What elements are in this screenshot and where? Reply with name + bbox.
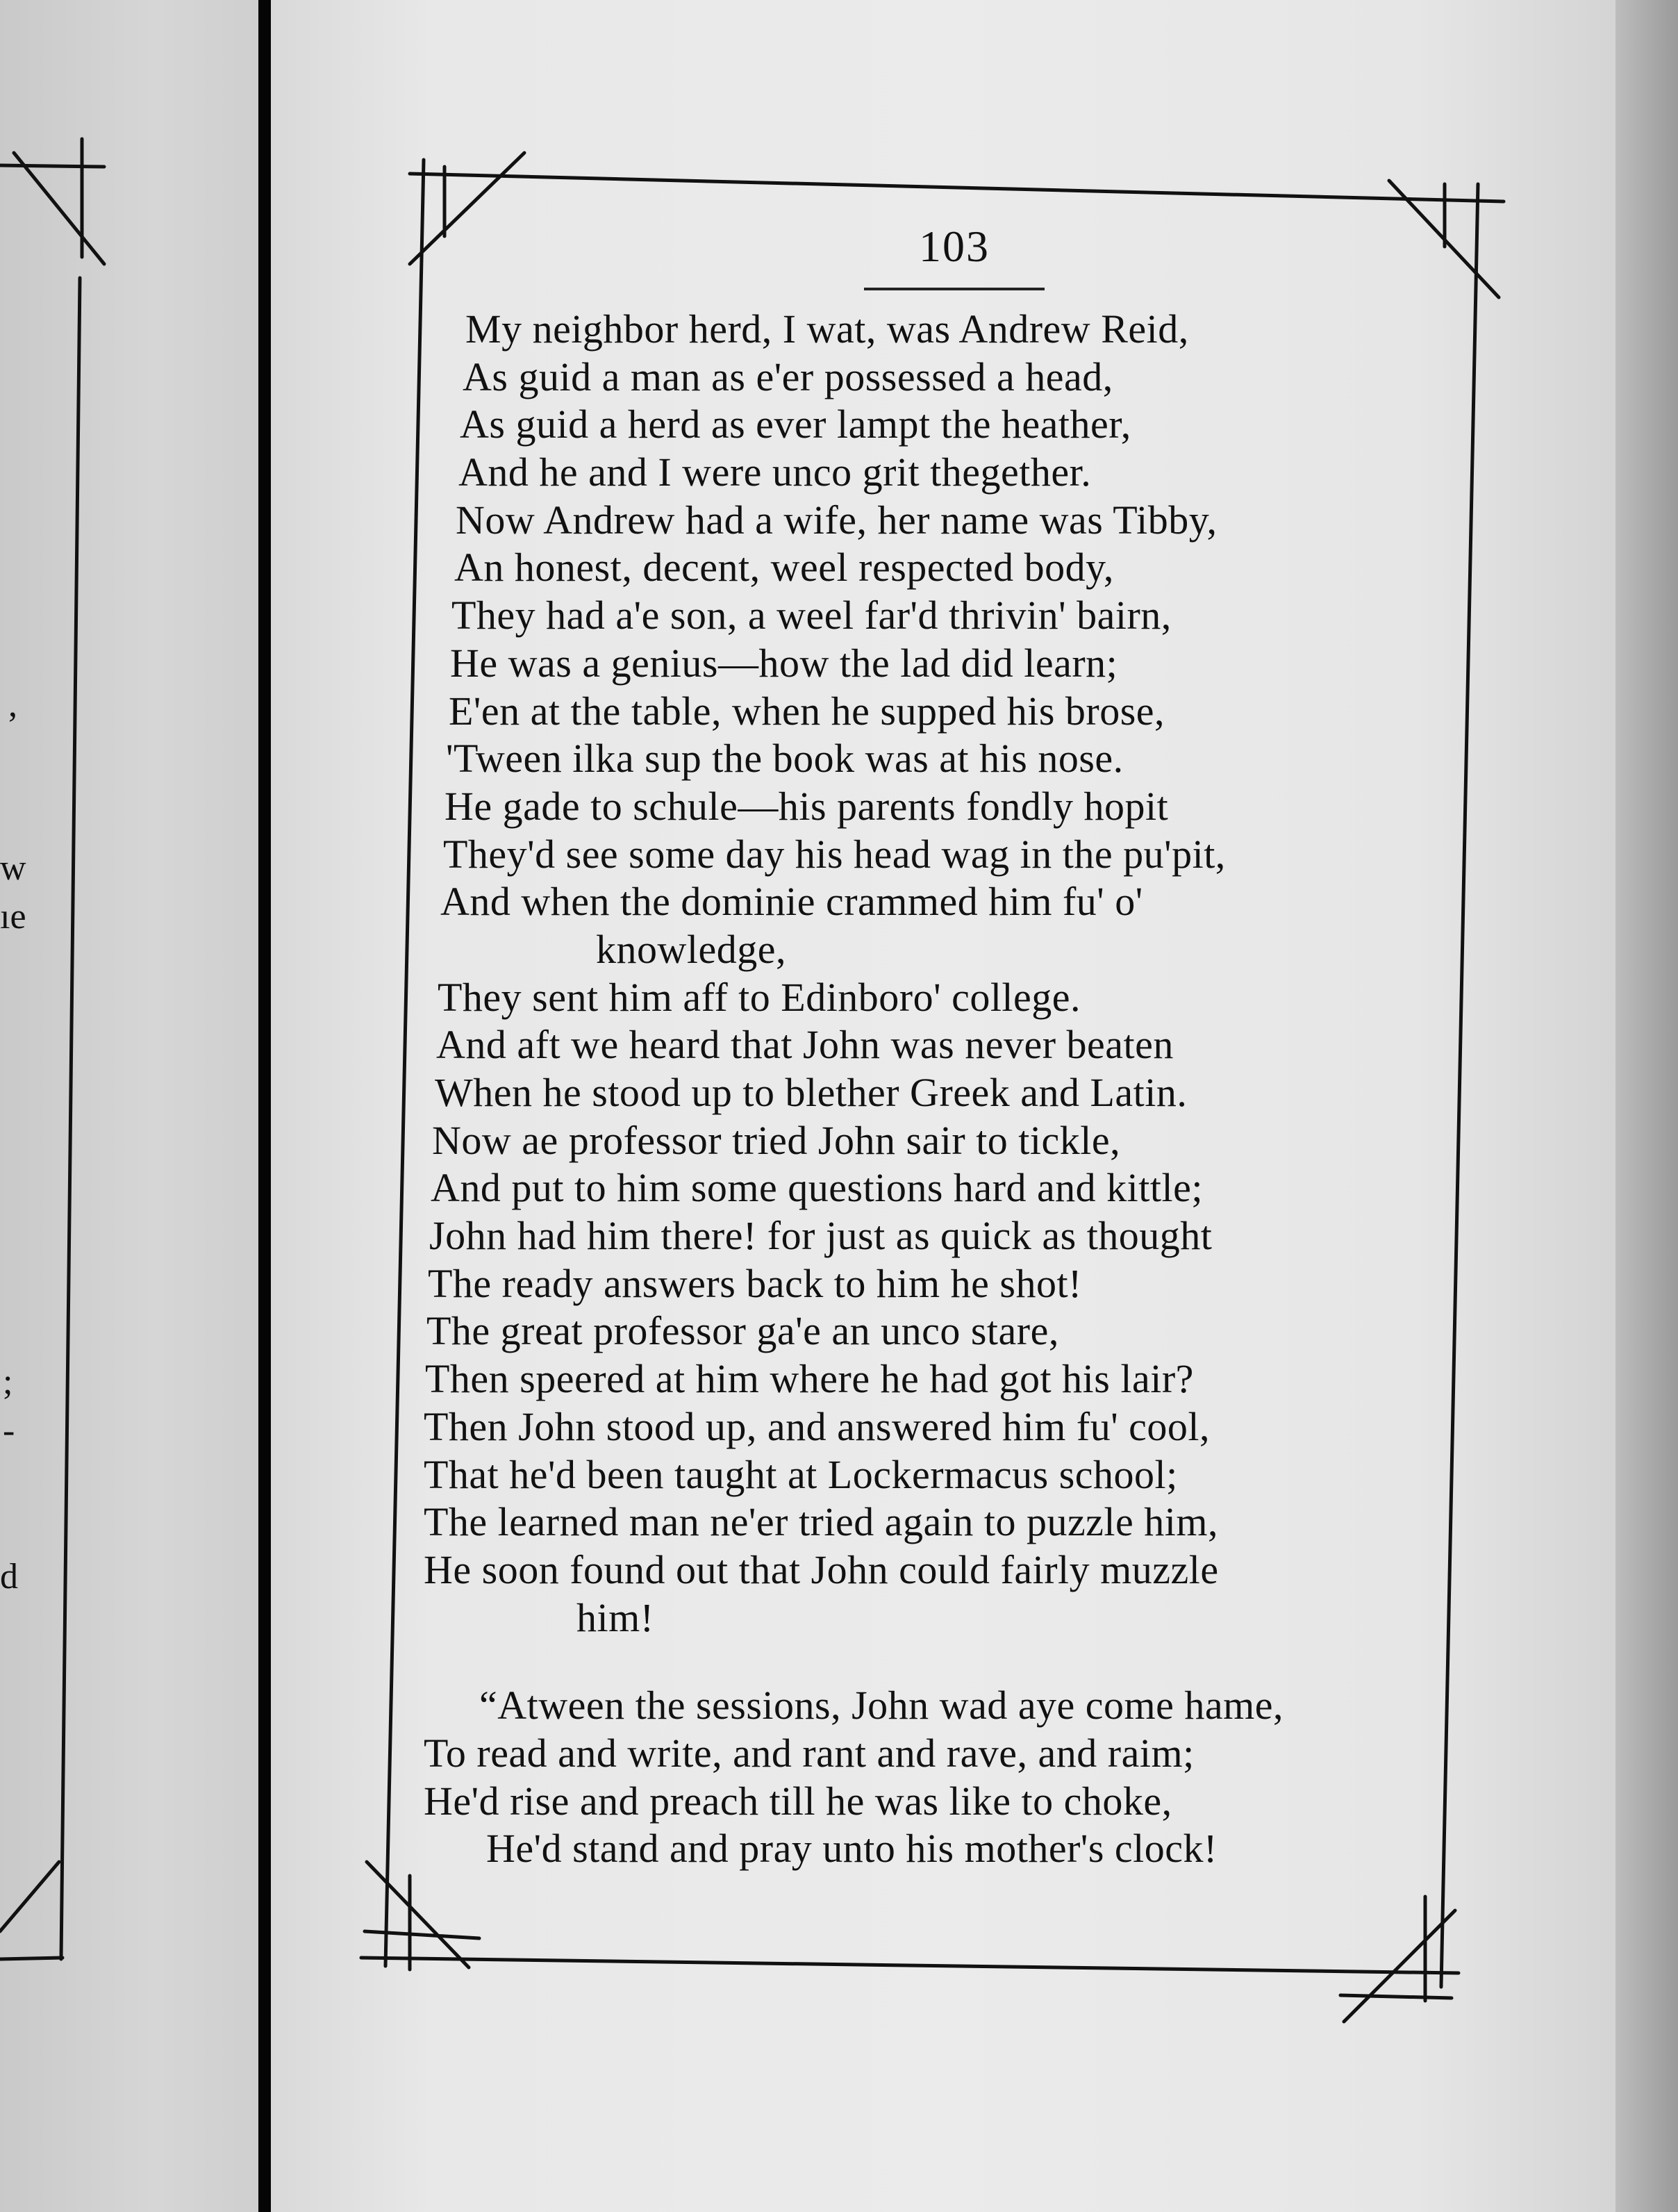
poem-line: They sent him aff to Edinboro' college. xyxy=(438,974,1081,1020)
prev-page-fragment: ; xyxy=(3,1362,13,1402)
poem-line: And he and I were unco grit thegether. xyxy=(458,449,1092,495)
poem-line: Now Andrew had a wife, her name was Tibby, xyxy=(456,497,1218,543)
poem-line: He was a genius—how the lad did learn; xyxy=(450,640,1118,686)
poem-line: 'Tween ilka sup the book was at his nose. xyxy=(446,736,1124,782)
poem-line: He'd stand and pray unto his mother's clock! xyxy=(486,1826,1218,1872)
poem-line: The learned man ne'er tried again to puzzle him, xyxy=(424,1499,1219,1545)
poem-line: “Atween the sessions, John wad aye come hame, xyxy=(479,1683,1284,1728)
poem-line: An honest, decent, weel respected body, xyxy=(454,545,1114,591)
prev-page-fragment: w xyxy=(0,848,26,888)
stanza-2 xyxy=(424,1682,1424,1873)
poem-line: To read and write, and rant and rave, and raim; xyxy=(424,1730,1195,1776)
poem-line: They had a'e son, a weel far'd thrivin' bairn, xyxy=(451,593,1172,638)
poem-text xyxy=(424,306,1424,1873)
binding-gutter xyxy=(258,0,271,2212)
poem-line: They'd see some day his head wag in the pu'pit, xyxy=(443,831,1226,877)
poem-line: Then speered at him where he had got his lair? xyxy=(425,1356,1194,1402)
poem-line: The great professor ga'e an unco stare, xyxy=(426,1308,1059,1354)
poem-line: John had him there! for just as quick as thought xyxy=(429,1213,1213,1259)
poem-line: The ready answers back to him he shot! xyxy=(428,1260,1082,1306)
prev-page-fragment: , xyxy=(8,685,17,725)
poem-line: As guid a man as e'er possessed a head, xyxy=(463,354,1113,399)
page-right-edge xyxy=(1615,0,1678,2212)
poem-line: He'd rise and preach till he was like to choke, xyxy=(424,1778,1172,1824)
poem-line-continuation: him! xyxy=(576,1594,654,1640)
poem-line: Then John stood up, and answered him fu' cool, xyxy=(424,1403,1211,1449)
poem-line: As guid a herd as ever lampt the heather, xyxy=(460,402,1131,447)
poem-line: And put to him some questions hard and kittle; xyxy=(431,1165,1204,1211)
prev-page-fragment: ıe xyxy=(0,897,26,936)
poem-line: When he stood up to blether Greek and Latin. xyxy=(435,1070,1188,1115)
previous-page-edge xyxy=(0,0,258,2212)
page-number: 103 xyxy=(919,222,990,271)
poem-line: Now ae professor tried John sair to tickle, xyxy=(432,1117,1121,1163)
poem-line: E'en at the table, when he supped his brose, xyxy=(449,688,1165,734)
prev-page-fragment: d xyxy=(0,1557,18,1596)
poem-line: He gade to schule—his parents fondly hopit xyxy=(445,783,1169,829)
poem-line: That he'd been taught at Lockermacus school; xyxy=(424,1451,1178,1497)
poem-line: And aft we heard that John was never beaten xyxy=(436,1022,1174,1068)
poem-line: He soon found out that John could fairly muzzle xyxy=(424,1546,1219,1592)
stanza-1 xyxy=(424,306,1424,1642)
page-number-rule xyxy=(864,288,1045,290)
poem-line: And when the dominie crammed him fu' o' xyxy=(440,879,1143,925)
poem-line-continuation: knowledge, xyxy=(596,926,786,972)
stanza-gap xyxy=(424,1642,1424,1682)
prev-page-fragment: - xyxy=(3,1411,15,1451)
poem-line: My neighbor herd, I wat, was Andrew Reid, xyxy=(465,306,1189,352)
